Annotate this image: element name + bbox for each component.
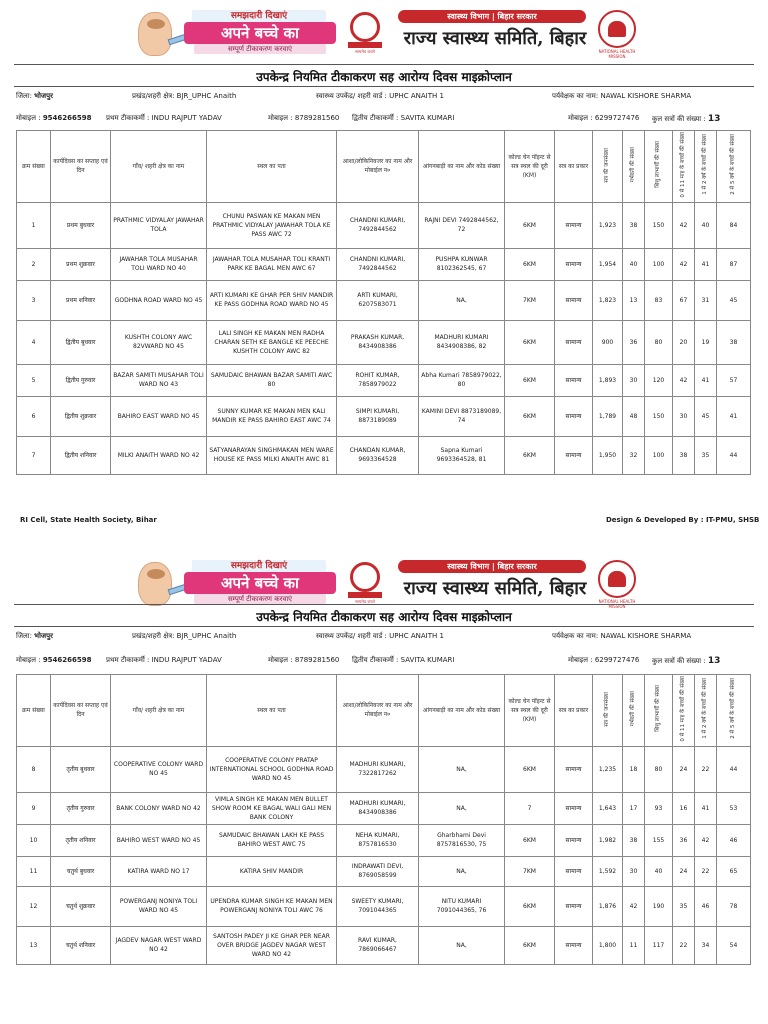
slogan-bottom: सम्पूर्ण टीकाकरण करवाएं xyxy=(194,594,326,604)
cell-awc: KAMINI DEVI 8873189089, 74 xyxy=(419,396,505,436)
cell-distance: 7KM xyxy=(505,280,555,320)
cell-infants: 100 xyxy=(645,248,673,280)
slogan-bottom: सम्पूर्ण टीकाकरण करवाएं xyxy=(194,44,326,54)
cell-day: तृतीय बुधवार xyxy=(51,746,111,792)
column-header-type: सत्र का प्रकार xyxy=(555,131,593,203)
cell-type: सामान्य xyxy=(555,746,593,792)
table-row xyxy=(17,824,751,856)
page-section-2 xyxy=(0,548,768,1024)
cell-distance: 7 xyxy=(505,792,555,824)
anm2-info: द्वितीय टीकाकर्मी : SAVITA KUMARI xyxy=(352,656,455,664)
society-name: राज्य स्वास्थ्य समिति, बिहार xyxy=(403,28,587,49)
cell-asha: ROHIT KUMAR, 7858979022 xyxy=(337,364,419,396)
cell-type: सामान्य xyxy=(555,280,593,320)
cell-place: KATIRA SHIV MANDIR xyxy=(207,856,337,886)
divider xyxy=(14,64,754,65)
cell-infants: 80 xyxy=(645,746,673,792)
column-header-c1-2: 1 से 2 वर्ष के बच्चों की संख्या xyxy=(695,131,717,203)
cell-distance: 6KM xyxy=(505,436,555,474)
cell-pop: 1,954 xyxy=(593,248,623,280)
cell-pop: 1,789 xyxy=(593,396,623,436)
column-header-place: स्थल का पता xyxy=(207,675,337,747)
column-header-c0-11: 0 से 11 माह के बच्चों की संख्या xyxy=(673,675,695,747)
cell-sno: 13 xyxy=(17,926,51,964)
column-header-c1-2: 1 से 2 वर्ष के बच्चों की संख्या xyxy=(695,675,717,747)
cell-sno: 12 xyxy=(17,886,51,926)
header-banner xyxy=(138,8,636,58)
cell-c1-2: 45 xyxy=(695,396,717,436)
cell-pop: 1,823 xyxy=(593,280,623,320)
cell-place: ARTI KUMARI KE GHAR PER SHIV MANDIR KE PASS GODHNA ROAD WARD NO 45 xyxy=(207,280,337,320)
divider xyxy=(14,86,754,87)
cell-place: JAWAHAR TOLA MUSAHAR TOLI KRANTI PARK KE BAGAL MEN AWC 67 xyxy=(207,248,337,280)
mobile-info-1: मोबाइल : 9546266598 xyxy=(16,656,92,664)
table-row xyxy=(17,926,751,964)
cell-pop: 1,235 xyxy=(593,746,623,792)
cell-asha: ARTI KUMARI, 6207583071 xyxy=(337,280,419,320)
nhm-logo-icon: NATIONAL HEALTH MISSION xyxy=(598,10,636,54)
cell-asha: CHANDAN KUMAR, 9693364528 xyxy=(337,436,419,474)
cell-infants: 120 xyxy=(645,364,673,396)
district-info: जिला: भोजपुर xyxy=(16,632,53,640)
cell-preg: 32 xyxy=(623,436,645,474)
column-header-infants: शिशु लाभार्थी की संख्या xyxy=(645,131,673,203)
cell-type: सामान्य xyxy=(555,248,593,280)
cell-place: CHUNU PASWAN KE MAKAN MEN PRATHMIC VIDYALAY JAWAHAR TOLA KE PASS AWC 72 xyxy=(207,202,337,248)
column-header-distance: कोल्ड चेन पॉइन्ट से सत्र स्थल की दूरी (KM) xyxy=(505,675,555,747)
cell-preg: 48 xyxy=(623,396,645,436)
cell-awc: MADHURI KUMARI 8434908386, 82 xyxy=(419,320,505,364)
cell-pop: 1,893 xyxy=(593,364,623,396)
cell-place: LALI SINGH KE MAKAN MEN RADHA CHARAN SETH KE BANGLE KE PEECHE KUSHTH COLONY AWC 82 xyxy=(207,320,337,364)
gov-strip: स्वास्थ्य विभाग | बिहार सरकार xyxy=(398,560,586,573)
cell-asha: NEHA KUMARI, 8757816530 xyxy=(337,824,419,856)
bihar-emblem-icon: सत्यमेव जयते xyxy=(344,562,386,604)
microplan-table xyxy=(16,674,751,965)
cell-place: COOPERATIVE COLONY PRATAP INTERNATIONAL SCHOOL GODHNA ROAD WARD NO 45 xyxy=(207,746,337,792)
cell-preg: 40 xyxy=(623,248,645,280)
baby-icon xyxy=(138,562,172,606)
cell-day: चतुर्थ शनिवार xyxy=(51,926,111,964)
cell-village: JAGDEV NAGAR WEST WARD NO 42 xyxy=(111,926,207,964)
cell-c2-5: 44 xyxy=(717,436,751,474)
cell-c2-5: 45 xyxy=(717,280,751,320)
column-header-day: कार्यदिवस का सप्ताह एवं दिन xyxy=(51,131,111,203)
column-header-village: गाँव/ शहरी क्षेत्र का नाम xyxy=(111,675,207,747)
cell-type: सामान्य xyxy=(555,926,593,964)
cell-pop: 1,982 xyxy=(593,824,623,856)
cell-day: तृतीय शनिवार xyxy=(51,824,111,856)
column-header-pop: सत्र की जनसंख्या xyxy=(593,675,623,747)
cell-c0-11: 22 xyxy=(673,926,695,964)
cell-c1-2: 22 xyxy=(695,746,717,792)
cell-day: द्वितीय शनिवार xyxy=(51,436,111,474)
cell-day: तृतीय गुरुवार xyxy=(51,792,111,824)
cell-asha: CHANDNI KUMARI, 7492844562 xyxy=(337,202,419,248)
document-title: उपकेन्द्र नियमित टीकाकरण सह आरोग्य दिवस माइक्रोप्लान xyxy=(256,610,512,624)
column-header-type: सत्र का प्रकार xyxy=(555,675,593,747)
cell-type: सामान्य xyxy=(555,886,593,926)
cell-type: सामान्य xyxy=(555,364,593,396)
mobile-info-3: मोबाइल : 6299727476 xyxy=(568,114,640,122)
divider xyxy=(14,604,754,605)
cell-village: BAHIRO EAST WARD NO 45 xyxy=(111,396,207,436)
cell-preg: 36 xyxy=(623,320,645,364)
cell-c2-5: 38 xyxy=(717,320,751,364)
table-row xyxy=(17,746,751,792)
cell-c2-5: 87 xyxy=(717,248,751,280)
cell-c0-11: 24 xyxy=(673,856,695,886)
column-header-infants: शिशु लाभार्थी की संख्या xyxy=(645,675,673,747)
cell-sno: 8 xyxy=(17,746,51,792)
mobile-info-2: मोबाइल : 8789281560 xyxy=(268,656,340,664)
header-banner xyxy=(138,558,636,608)
cell-c1-2: 41 xyxy=(695,248,717,280)
column-header-place: स्थल का पता xyxy=(207,131,337,203)
mobile-info-3: मोबाइल : 6299727476 xyxy=(568,656,640,664)
cell-type: सामान्य xyxy=(555,824,593,856)
sessions-info: कुल सत्रों की संख्या : 13 xyxy=(652,114,721,124)
cell-infants: 150 xyxy=(645,396,673,436)
footer-left: RI Cell, State Health Society, Bihar xyxy=(20,516,157,524)
cell-c2-5: 53 xyxy=(717,792,751,824)
cell-village: MILKI ANAITH WARD NO 42 xyxy=(111,436,207,474)
cell-sno: 5 xyxy=(17,364,51,396)
cell-place: SATYANARAYAN SINGHMAKAN MEN WARE HOUSE KE PASS MILKI ANAITH AWC 81 xyxy=(207,436,337,474)
cell-infants: 40 xyxy=(645,856,673,886)
cell-sno: 4 xyxy=(17,320,51,364)
table-row xyxy=(17,248,751,280)
cell-village: BANK COLONY WARD NO 42 xyxy=(111,792,207,824)
cell-asha: MADHURI KUMARI, 8434908386 xyxy=(337,792,419,824)
cell-type: सामान्य xyxy=(555,792,593,824)
cell-preg: 42 xyxy=(623,886,645,926)
slogan-top: समझदारी दिखाएं xyxy=(192,560,326,572)
cell-day: चतुर्थ बुधवार xyxy=(51,856,111,886)
cell-day: द्वितीय बुधवार xyxy=(51,320,111,364)
cell-c0-11: 42 xyxy=(673,364,695,396)
slogan-main: अपने बच्चे का xyxy=(184,572,336,594)
anm1-info: प्रथम टीकाकर्मी : INDU RAJPUT YADAV xyxy=(106,656,222,664)
cell-place: UPENDRA KUMAR SINGH KE MAKAN MEN POWERGANJ NONIYA TOLI AWC 76 xyxy=(207,886,337,926)
column-header-day: कार्यदिवस का सप्ताह एवं दिन xyxy=(51,675,111,747)
cell-infants: 155 xyxy=(645,824,673,856)
cell-c2-5: 54 xyxy=(717,926,751,964)
column-header-preg: गर्भवती की संख्या xyxy=(623,675,645,747)
cell-c2-5: 57 xyxy=(717,364,751,396)
cell-type: सामान्य xyxy=(555,436,593,474)
cell-c1-2: 19 xyxy=(695,320,717,364)
cell-village: COOPERATIVE COLONY WARD NO 45 xyxy=(111,746,207,792)
cell-place: SUNNY KUMAR KE MAKAN MEN KALI MANDIR KE PASS BAHIRO EAST AWC 74 xyxy=(207,396,337,436)
cell-infants: 150 xyxy=(645,202,673,248)
cell-awc: NA, xyxy=(419,926,505,964)
cell-distance: 7KM xyxy=(505,856,555,886)
cell-c0-11: 30 xyxy=(673,396,695,436)
cell-asha: INDRAWATI DEVI, 8769058599 xyxy=(337,856,419,886)
cell-awc: PUSHPA KUNWAR 8102362545, 67 xyxy=(419,248,505,280)
divider xyxy=(14,626,754,627)
footer-right: Design & Developed By : IT-PMU, SHSB xyxy=(606,516,760,524)
cell-day: द्वितीय शुक्रवार xyxy=(51,396,111,436)
cell-asha: CHANDNI KUMARI, 7492844562 xyxy=(337,248,419,280)
column-header-awc: आंगनबाड़ी का नाम और कोड संख्या xyxy=(419,675,505,747)
cell-c1-2: 41 xyxy=(695,364,717,396)
cell-awc: Gharbhami Devi 8757816530, 75 xyxy=(419,824,505,856)
cell-type: सामान्य xyxy=(555,396,593,436)
cell-awc: RAJNI DEVI 7492844562, 72 xyxy=(419,202,505,248)
cell-c1-2: 35 xyxy=(695,436,717,474)
cell-awc: Sapna Kumari 9693364528, 81 xyxy=(419,436,505,474)
campaign-graphic xyxy=(138,8,338,58)
table-row xyxy=(17,320,751,364)
cell-sno: 9 xyxy=(17,792,51,824)
cell-c1-2: 42 xyxy=(695,824,717,856)
supervisor-info: पर्यवेक्षक का नाम: NAWAL KISHORE SHARMA xyxy=(552,632,692,640)
cell-c1-2: 22 xyxy=(695,856,717,886)
sessions-info: कुल सत्रों की संख्या : 13 xyxy=(652,656,721,666)
column-header-c2-5: 2 से 5 वर्ष के बच्चों की संख्या xyxy=(717,131,751,203)
cell-distance: 6KM xyxy=(505,202,555,248)
cell-village: KUSHTH COLONY AWC 82VWARD NO 45 xyxy=(111,320,207,364)
table-row xyxy=(17,886,751,926)
cell-awc: Abha Kumari 7858979022, 80 xyxy=(419,364,505,396)
cell-distance: 6KM xyxy=(505,320,555,364)
cell-pop: 1,950 xyxy=(593,436,623,474)
society-name: राज्य स्वास्थ्य समिति, बिहार xyxy=(403,578,587,599)
cell-village: JAWAHAR TOLA MUSAHAR TOLI WARD NO 40 xyxy=(111,248,207,280)
cell-pop: 1,876 xyxy=(593,886,623,926)
cell-preg: 30 xyxy=(623,856,645,886)
cell-infants: 83 xyxy=(645,280,673,320)
cell-c0-11: 38 xyxy=(673,436,695,474)
cell-sno: 6 xyxy=(17,396,51,436)
cell-c0-11: 20 xyxy=(673,320,695,364)
table-row xyxy=(17,396,751,436)
cell-preg: 17 xyxy=(623,792,645,824)
table-row xyxy=(17,202,751,248)
cell-awc: NITU KUMARI 7091044365, 76 xyxy=(419,886,505,926)
column-header-awc: आंगनबाड़ी का नाम और कोड संख्या xyxy=(419,131,505,203)
cell-asha: RAVI KUMAR, 7869066467 xyxy=(337,926,419,964)
document-title: उपकेन्द्र नियमित टीकाकरण सह आरोग्य दिवस माइक्रोप्लान xyxy=(256,70,512,84)
cell-c2-5: 44 xyxy=(717,746,751,792)
column-header-village: गाँव/ शहरी क्षेत्र का नाम xyxy=(111,131,207,203)
block-info: प्रखंड/शहरी क्षेत्र: BJR_UPHC Anaith xyxy=(132,632,237,640)
cell-sno: 10 xyxy=(17,824,51,856)
cell-pop: 900 xyxy=(593,320,623,364)
cell-sno: 1 xyxy=(17,202,51,248)
cell-pop: 1,643 xyxy=(593,792,623,824)
cell-type: सामान्य xyxy=(555,320,593,364)
cell-preg: 30 xyxy=(623,364,645,396)
slogan-main: अपने बच्चे का xyxy=(184,22,336,44)
cell-awc: NA, xyxy=(419,792,505,824)
table-row xyxy=(17,436,751,474)
cell-c0-11: 16 xyxy=(673,792,695,824)
cell-sno: 3 xyxy=(17,280,51,320)
cell-sno: 11 xyxy=(17,856,51,886)
cell-distance: 6KM xyxy=(505,824,555,856)
cell-awc: NA, xyxy=(419,280,505,320)
cell-preg: 38 xyxy=(623,202,645,248)
mobile-info-1: मोबाइल : 9546266598 xyxy=(16,114,92,122)
cell-c0-11: 36 xyxy=(673,824,695,856)
cell-c1-2: 46 xyxy=(695,886,717,926)
anm2-info: द्वितीय टीकाकर्मी : SAVITA KUMARI xyxy=(352,114,455,122)
table-row xyxy=(17,364,751,396)
cell-asha: SIMPI KUMARI, 8873189089 xyxy=(337,396,419,436)
column-header-asha: आशा/लोकिनिवजर का नाम और मोबाईल न० xyxy=(337,131,419,203)
slogan-top: समझदारी दिखाएं xyxy=(192,10,326,22)
cell-asha: SWEETY KUMARI, 7091044365 xyxy=(337,886,419,926)
cell-c1-2: 40 xyxy=(695,202,717,248)
column-header-c0-11: 0 से 11 माह के बच्चों की संख्या xyxy=(673,131,695,203)
cell-c2-5: 78 xyxy=(717,886,751,926)
hsc-info: स्वास्थ्य उपकेंद्र/ शहरी वार्ड : UPHC ANAITH 1 xyxy=(316,632,444,640)
column-header-sno: क्रम संख्या xyxy=(17,131,51,203)
cell-preg: 18 xyxy=(623,746,645,792)
cell-preg: 38 xyxy=(623,824,645,856)
cell-c1-2: 31 xyxy=(695,280,717,320)
cell-village: BAZAR SAMITI MUSAHAR TOLI WARD NO 43 xyxy=(111,364,207,396)
cell-distance: 6KM xyxy=(505,926,555,964)
block-info: प्रखंड/शहरी क्षेत्र: BJR_UPHC Anaith xyxy=(132,92,237,100)
cell-type: सामान्य xyxy=(555,202,593,248)
campaign-graphic xyxy=(138,558,338,608)
cell-c2-5: 84 xyxy=(717,202,751,248)
table-row xyxy=(17,280,751,320)
hsc-info: स्वास्थ्य उपकेंद्र/ शहरी वार्ड : UPHC ANAITH 1 xyxy=(316,92,444,100)
cell-infants: 80 xyxy=(645,320,673,364)
cell-preg: 11 xyxy=(623,926,645,964)
supervisor-info: पर्यवेक्षक का नाम: NAWAL KISHORE SHARMA xyxy=(552,92,692,100)
cell-place: VIMLA SINGH KE MAKAN MEN BULLET SHOW ROOM KE BAGAL WALI GALI MEN BANK COLONY xyxy=(207,792,337,824)
cell-asha: PRAKASH KUMAR, 8434908386 xyxy=(337,320,419,364)
cell-type: सामान्य xyxy=(555,856,593,886)
cell-distance: 6KM xyxy=(505,364,555,396)
cell-c1-2: 34 xyxy=(695,926,717,964)
cell-distance: 6KM xyxy=(505,886,555,926)
cell-c1-2: 41 xyxy=(695,792,717,824)
baby-icon xyxy=(138,12,172,56)
cell-village: KATIRA WARD NO 17 xyxy=(111,856,207,886)
mobile-info-2: मोबाइल : 8789281560 xyxy=(268,114,340,122)
cell-infants: 93 xyxy=(645,792,673,824)
cell-awc: NA, xyxy=(419,746,505,792)
cell-village: GODHNA ROAD WARD NO 45 xyxy=(111,280,207,320)
table-row xyxy=(17,792,751,824)
cell-c0-11: 67 xyxy=(673,280,695,320)
cell-day: द्वितीय गुरुवार xyxy=(51,364,111,396)
cell-c0-11: 24 xyxy=(673,746,695,792)
column-header-distance: कोल्ड चेन पॉइन्ट से सत्र स्थल की दूरी (KM) xyxy=(505,131,555,203)
cell-distance: 6KM xyxy=(505,248,555,280)
cell-day: प्रथम शुक्रवार xyxy=(51,248,111,280)
cell-pop: 1,592 xyxy=(593,856,623,886)
table-row xyxy=(17,856,751,886)
cell-c0-11: 35 xyxy=(673,886,695,926)
cell-sno: 7 xyxy=(17,436,51,474)
cell-infants: 100 xyxy=(645,436,673,474)
cell-pop: 1,923 xyxy=(593,202,623,248)
cell-distance: 6KM xyxy=(505,396,555,436)
cell-c0-11: 42 xyxy=(673,202,695,248)
cell-pop: 1,800 xyxy=(593,926,623,964)
column-header-asha: आशा/लोकिनिवजर का नाम और मोबाईल न० xyxy=(337,675,419,747)
nhm-logo-icon: NATIONAL HEALTH MISSION xyxy=(598,560,636,604)
cell-asha: MADHURI KUMARI, 7322817262 xyxy=(337,746,419,792)
bihar-emblem-icon: सत्यमेव जयते xyxy=(344,12,386,54)
district-info: जिला: भोजपुर xyxy=(16,92,53,100)
cell-place: SAMUDAIC BHAWAN LAKH KE PASS BAHIRO WEST AWC 75 xyxy=(207,824,337,856)
cell-preg: 13 xyxy=(623,280,645,320)
column-header-c2-5: 2 से 5 वर्ष के बच्चों की संख्या xyxy=(717,675,751,747)
anm1-info: प्रथम टीकाकर्मी : INDU RAJPUT YADAV xyxy=(106,114,222,122)
microplan-table xyxy=(16,130,751,475)
cell-c0-11: 42 xyxy=(673,248,695,280)
cell-place: SAMUDAIC BHAWAN BAZAR SAMITI AWC 80 xyxy=(207,364,337,396)
cell-c2-5: 65 xyxy=(717,856,751,886)
cell-c2-5: 46 xyxy=(717,824,751,856)
cell-village: PRATHMIC VIDYALAY JAWAHAR TOLA xyxy=(111,202,207,248)
cell-place: SANTOSH PADEY JI KE GHAR PER NEAR OVER BRIDGE JAGDEV NAGAR WEST WARD NO 42 xyxy=(207,926,337,964)
cell-infants: 190 xyxy=(645,886,673,926)
column-header-pop: सत्र की जनसंख्या xyxy=(593,131,623,203)
column-header-sno: क्रम संख्या xyxy=(17,675,51,747)
cell-awc: NA, xyxy=(419,856,505,886)
cell-village: BAHIRO WEST WARD NO 45 xyxy=(111,824,207,856)
cell-day: चतुर्थ शुक्रवार xyxy=(51,886,111,926)
column-header-preg: गर्भवती की संख्या xyxy=(623,131,645,203)
gov-strip: स्वास्थ्य विभाग | बिहार सरकार xyxy=(398,10,586,23)
cell-day: प्रथम शनिवार xyxy=(51,280,111,320)
cell-sno: 2 xyxy=(17,248,51,280)
cell-infants: 117 xyxy=(645,926,673,964)
cell-c2-5: 41 xyxy=(717,396,751,436)
cell-village: POWERGANJ NONIYA TOLI WARD NO 45 xyxy=(111,886,207,926)
cell-distance: 6KM xyxy=(505,746,555,792)
cell-day: प्रथम बुधवार xyxy=(51,202,111,248)
